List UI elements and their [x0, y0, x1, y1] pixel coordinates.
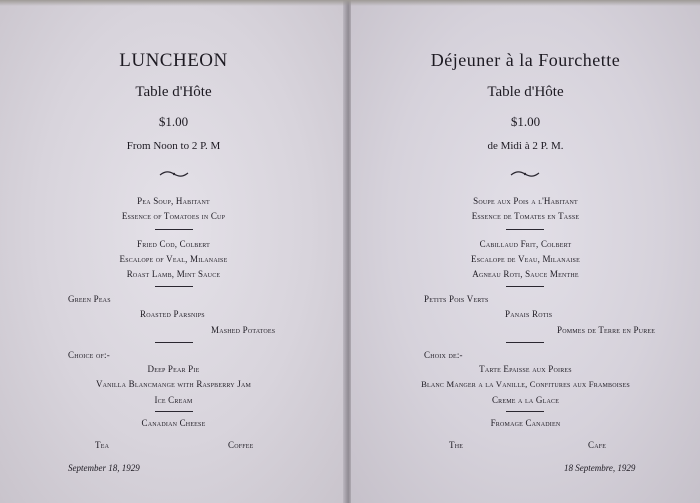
vegetable-item: Green Peas: [68, 294, 111, 304]
menu-date: September 18, 1929: [68, 463, 140, 473]
section-divider: [506, 411, 544, 412]
section-divider: [506, 286, 544, 287]
main-course-item: Fried Cod, Colbert: [137, 239, 210, 249]
paper-edge-shadow: [0, 0, 700, 6]
section-divider: [506, 342, 544, 343]
main-course-item: Roast Lamb, Mint Sauce: [126, 269, 221, 279]
table-dhote-label: Table d'Hôte: [135, 84, 212, 100]
main-course-item: Agneau Roti, Sauce Menthe: [472, 269, 579, 279]
dessert-item: Blanc Manger a la Vanille, Confitures aux Framboises: [421, 379, 630, 389]
section-divider: [155, 342, 193, 343]
soup-item: Soupe aux Pois a l'Habitant: [473, 196, 578, 206]
vegetable-item: Pommes de Terre en Puree: [557, 325, 656, 335]
menu-date: 18 Septembre, 1929: [564, 463, 636, 473]
vegetable-item: Panais Rotis: [505, 309, 553, 319]
section-divider: [155, 286, 193, 287]
vegetable-item: Mashed Potatoes: [211, 325, 276, 335]
price: $1.00: [158, 114, 189, 129]
section-divider: [506, 229, 544, 230]
drink-coffee: Coffee: [228, 440, 254, 450]
luncheon-title: LUNCHEON: [119, 50, 228, 71]
drink-tea: Tea: [95, 440, 110, 450]
cheese-item: Canadian Cheese: [141, 418, 206, 428]
choice-label: Choix de:-: [424, 350, 463, 360]
soup-item: Pea Soup, Habitant: [137, 196, 210, 206]
dessert-item: Ice Cream: [154, 395, 193, 405]
section-divider: [155, 411, 193, 412]
serving-hours: de Midi à 2 P. M.: [487, 140, 564, 152]
main-course-item: Cabillaud Frit, Colbert: [479, 239, 572, 249]
dejeuner-title: Déjeuner à la Fourchette: [430, 50, 621, 70]
vegetable-item: Roasted Parsnips: [140, 309, 205, 319]
dessert-item: Tarte Epaisse aux Poires: [479, 364, 572, 374]
flourish-ornament-icon: [510, 170, 540, 178]
section-divider: [155, 229, 193, 230]
dessert-item: Vanilla Blancmange with Raspberry Jam: [95, 379, 252, 389]
right-page: [351, 0, 700, 503]
serving-hours: From Noon to 2 P. M: [126, 140, 221, 152]
dessert-item: Creme a la Glace: [491, 395, 560, 405]
cheese-item: Fromage Canadien: [490, 418, 561, 428]
left-page: [0, 0, 347, 503]
table-dhote-label: Table d'Hôte: [487, 84, 564, 100]
soup-item: Essence of Tomatoes in Cup: [121, 211, 226, 221]
vegetable-item: Petits Pois Verts: [424, 294, 489, 304]
drink-coffee: Cafe: [588, 440, 607, 450]
drink-tea: The: [449, 440, 464, 450]
main-course-item: Escalope of Veal, Milanaise: [119, 254, 228, 264]
flourish-ornament-icon: [159, 170, 189, 178]
price: $1.00: [510, 114, 541, 129]
choice-label: Choice of:-: [68, 350, 110, 360]
dessert-item: Deep Pear Pie: [147, 364, 200, 374]
main-course-item: Escalope de Veau, Milanaise: [471, 254, 580, 264]
soup-item: Essence de Tomates en Tasse: [471, 211, 580, 221]
